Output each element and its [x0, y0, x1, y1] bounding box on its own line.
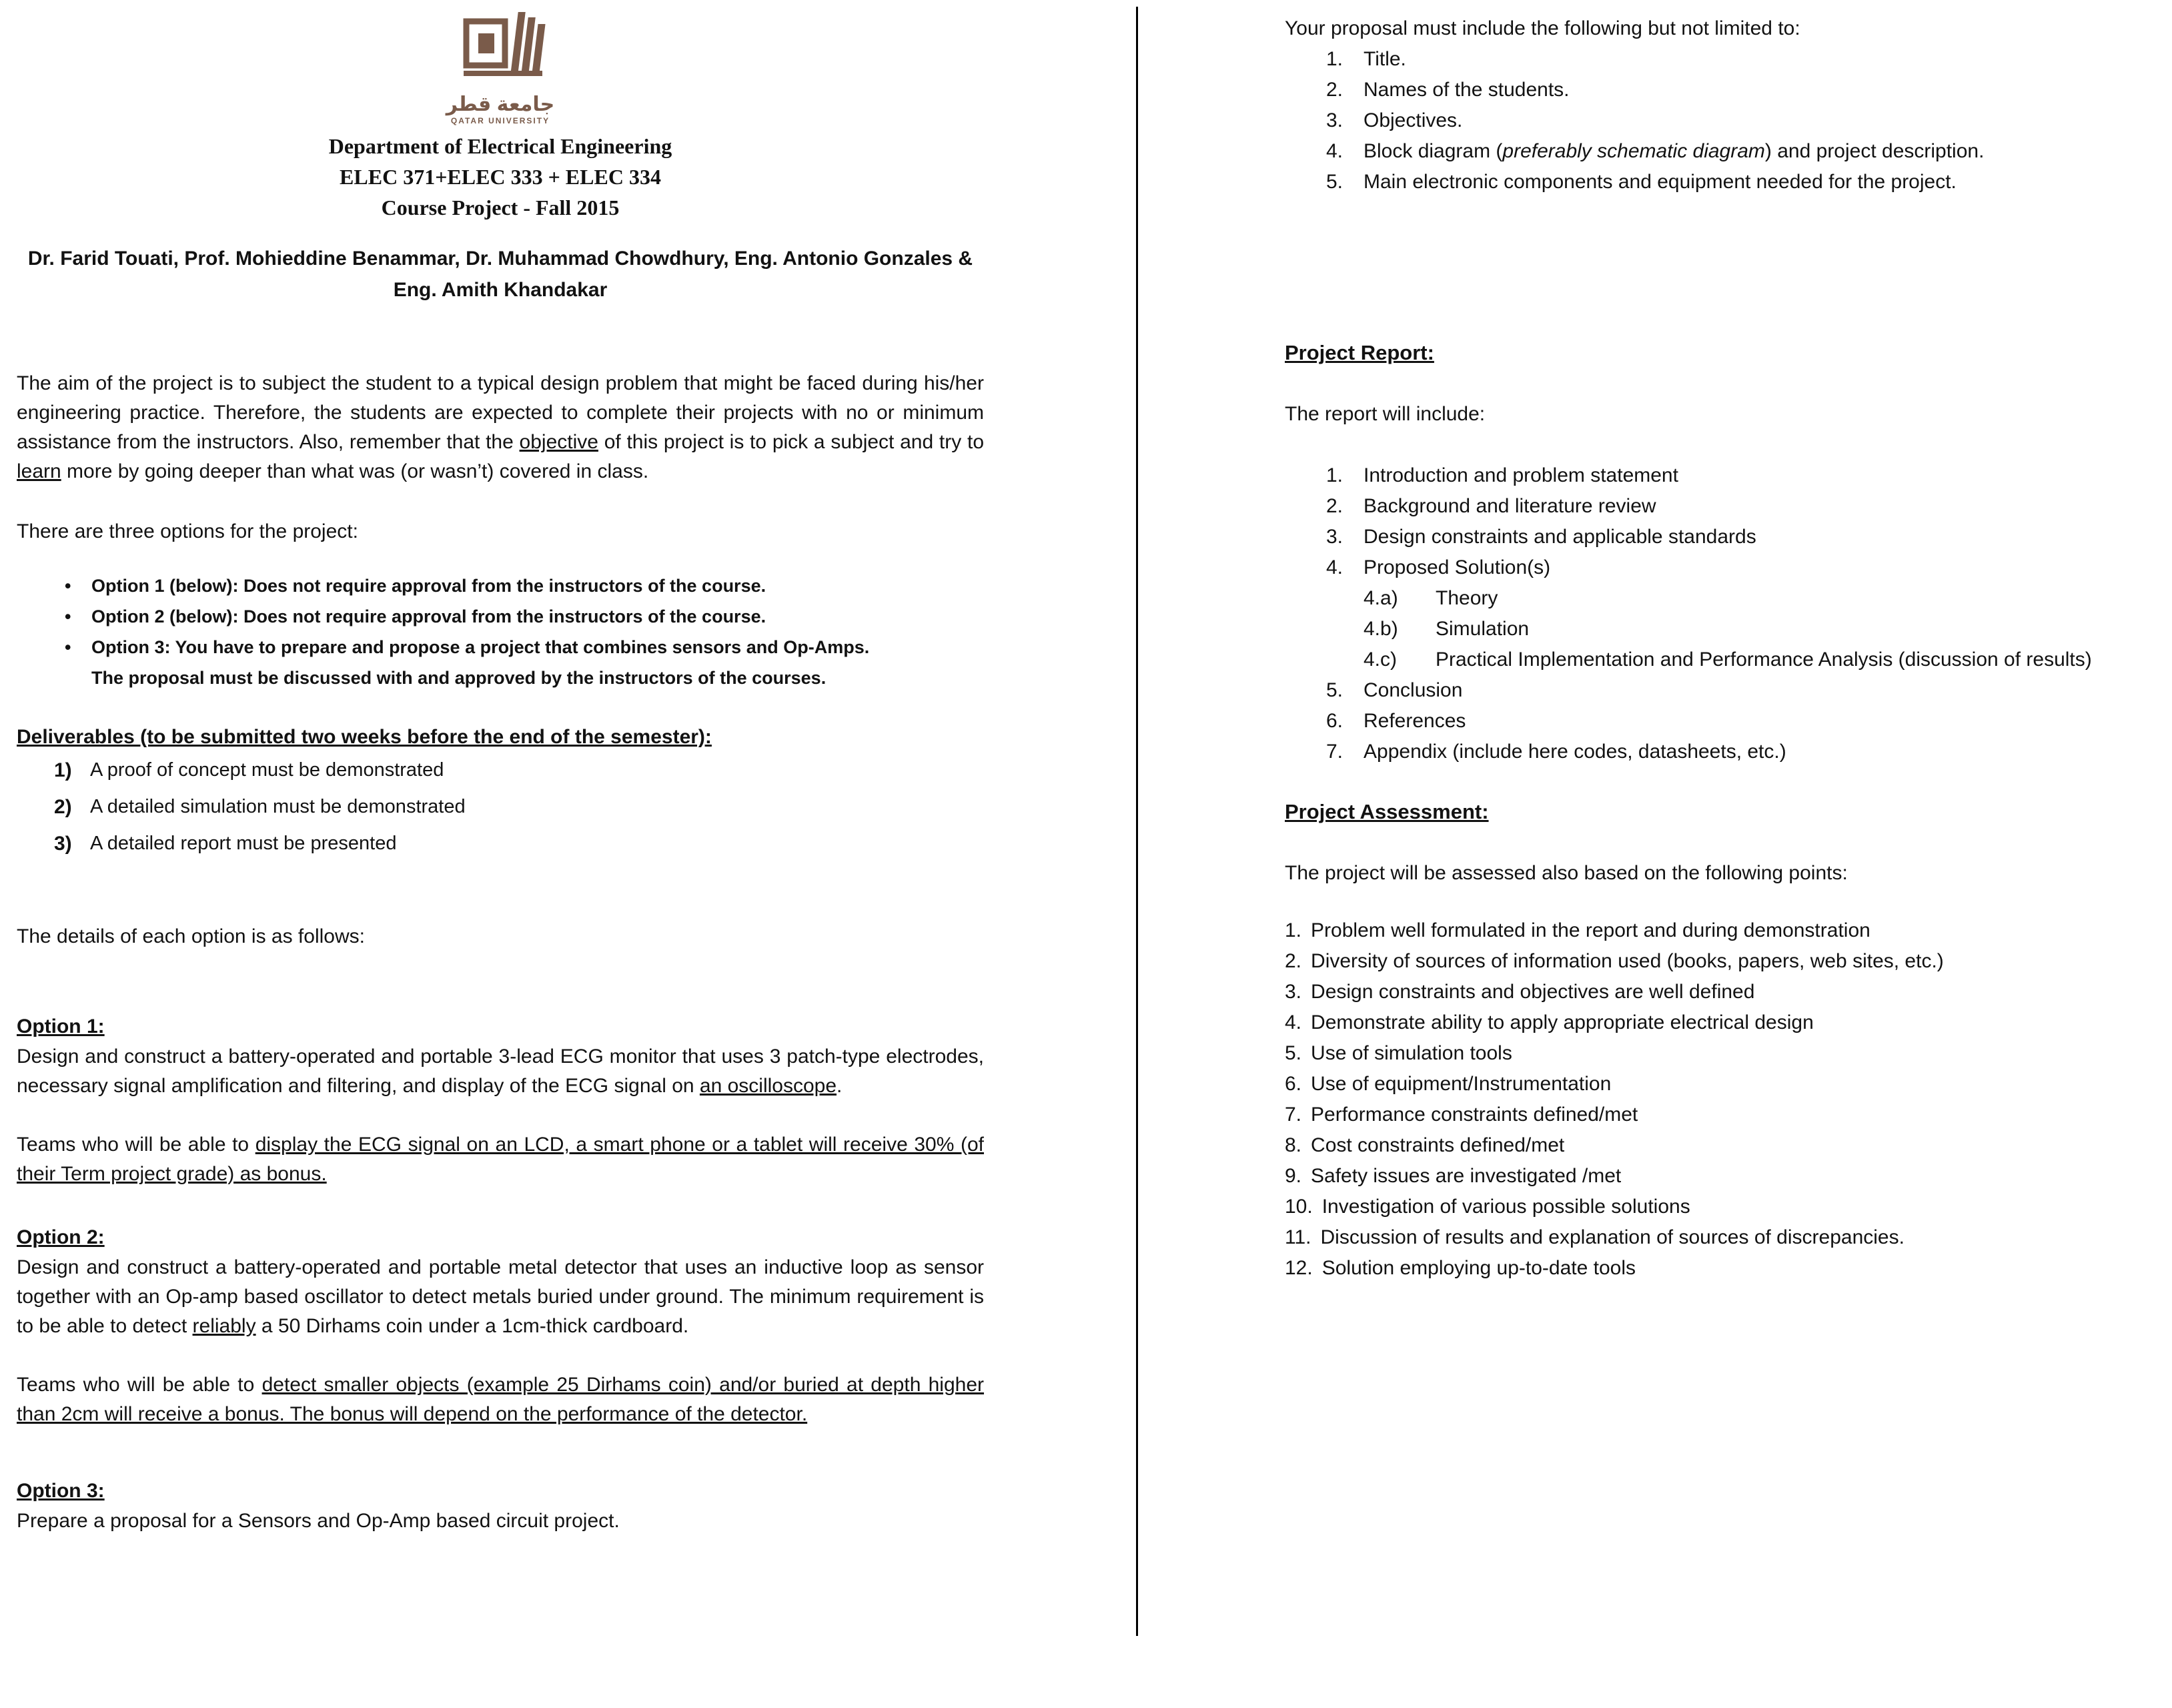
report-subitem [1285, 614, 2113, 645]
item-number: 4. [1326, 140, 1343, 162]
item-number: 1. [1326, 48, 1343, 70]
item-text: Use of simulation tools [1311, 1042, 1512, 1064]
report-item [1285, 737, 2113, 767]
item-text: Names of the students. [1364, 79, 1570, 101]
item-text: Proposed Solution(s) [1364, 556, 1551, 578]
course-codes: ELEC 371+ELEC 333 + ELEC 334 [340, 165, 661, 189]
deliverable-item [17, 825, 984, 862]
item-number: 2. [1326, 79, 1343, 101]
report-item [1285, 675, 2113, 706]
assessment-item [1285, 1007, 2113, 1038]
item-text: Discussion of results and explanation of sources of discrepancies. [1320, 1226, 1905, 1248]
subitem-text: Practical Implementation and Performance Analysis (discussion of results) [1436, 649, 2092, 671]
item-number: 2. [1326, 495, 1343, 517]
item-text: Demonstrate ability to apply appropriate electrical design [1311, 1011, 1814, 1033]
item-number: 11. [1285, 1226, 1311, 1248]
proposal-item [1285, 105, 2113, 136]
proposal-list [1285, 44, 2113, 197]
assessment-item [1285, 1161, 2113, 1192]
item-number: 3. [1326, 526, 1343, 548]
item-number: 3. [1326, 109, 1343, 131]
item-text: Solution employing up-to-date tools [1321, 1257, 1636, 1279]
report-subitem [1285, 583, 2113, 614]
item-text: Introduction and problem statement [1364, 464, 1678, 486]
qatar-university-logo [394, 11, 607, 125]
option-bullet-1-text: Option 1 (below): Does not require approval from the instructors of the course. [91, 576, 766, 596]
item-text: Safety issues are investigated /met [1311, 1165, 1622, 1187]
report-item [1285, 706, 2113, 737]
option-bullet-list [17, 570, 984, 693]
assessment-heading: Project Assessment: [1285, 800, 1489, 823]
option2-heading: Option 2: [17, 1226, 105, 1248]
proposal-item [1285, 44, 2113, 75]
option1-heading: Option 1: [17, 1015, 105, 1037]
logo-english-text: QATAR UNIVERSITY [450, 116, 550, 125]
deliverables-heading: Deliverables (to be submitted two weeks before the end of the semester): [17, 726, 712, 748]
assessment-list [1285, 915, 2113, 1284]
assessment-item [1285, 1069, 2113, 1100]
options-line: There are three options for the project: [17, 520, 358, 542]
assessment-item [1285, 977, 2113, 1007]
subitem-text: Simulation [1436, 618, 1530, 640]
proposal-item [1285, 75, 2113, 105]
deliverable-item [17, 752, 984, 789]
assessment-item [1285, 1130, 2113, 1161]
department-title: Department of Electrical Engineering [328, 134, 672, 158]
item-text: Design constraints and applicable standards [1364, 526, 1756, 548]
report-list [1285, 460, 2113, 767]
assessment-item [1285, 915, 2113, 946]
option3-description: Prepare a proposal for a Sensors and Op-Amp based circuit project. [17, 1510, 620, 1532]
option-bullet-2-text: Option 2 (below): Does not require approval from the instructors of the course. [91, 606, 766, 626]
assessment-item [1285, 1192, 2113, 1222]
item-text: Main electronic components and equipment needed for the project. [1364, 171, 1957, 193]
proposal-item [1285, 167, 2113, 197]
option-bullet-2 [17, 601, 984, 632]
university-emblem-icon [444, 11, 557, 89]
deliverable-text: A detailed simulation must be demonstrated [90, 796, 466, 817]
assessment-intro: The project will be assessed also based on the following points: [1285, 862, 1848, 884]
subitem-text: Theory [1436, 587, 1498, 609]
item-text: Diversity of sources of information used (books, papers, web sites, etc.) [1311, 950, 1944, 972]
deliverable-text: A proof of concept must be demonstrated [90, 759, 444, 781]
item-text: Performance constraints defined/met [1311, 1104, 1638, 1126]
item-number: 12. [1285, 1257, 1313, 1279]
assessment-item [1285, 1253, 2113, 1284]
assessment-item [1285, 946, 2113, 977]
report-item [1285, 460, 2113, 491]
item-text: Appendix (include here codes, datasheets, etc.) [1364, 741, 1786, 763]
item-text: Investigation of various possible solutions [1321, 1196, 1690, 1218]
option3-heading: Option 3: [17, 1480, 105, 1502]
report-item [1285, 552, 2113, 583]
item-number: 5. [1285, 1042, 1302, 1064]
item-number: 2. [1285, 950, 1302, 972]
deliverable-number: 1) [54, 759, 72, 781]
assessment-item [1285, 1100, 2113, 1130]
item-number: 6. [1285, 1073, 1302, 1095]
deliverable-text: A detailed report must be presented [90, 833, 397, 854]
assessment-item [1285, 1222, 2113, 1253]
item-text: Conclusion [1364, 679, 1463, 701]
item-text: Problem well formulated in the report and during demonstration [1311, 919, 1870, 941]
deliverable-number: 3) [54, 833, 72, 855]
deliverables-list [17, 752, 984, 862]
proposal-intro: Your proposal must include the following but not limited to: [1285, 17, 1800, 39]
item-number: 1. [1285, 919, 1302, 941]
item-number: 8. [1285, 1134, 1302, 1156]
item-text: Objectives. [1364, 109, 1463, 131]
report-item [1285, 522, 2113, 552]
option-bullet-3-text: Option 3: You have to prepare and propose a project that combines sensors and Op-Amps. The proposal must be discussed with and approved by the instructors of the courses. [91, 637, 870, 688]
page-2 [1138, 0, 2172, 1708]
item-number: 7. [1326, 741, 1343, 763]
option-bullet-3 [17, 632, 984, 693]
item-number: 10. [1285, 1196, 1313, 1218]
subitem-number: 4.a) [1364, 587, 1398, 609]
subitem-number: 4.b) [1364, 618, 1398, 640]
item-number: 5. [1326, 171, 1343, 193]
item-text: Title. [1364, 48, 1406, 70]
item-text: Block diagram (preferably schematic diagram) and project description. [1364, 140, 1985, 162]
intro-paragraph: The aim of the project is to subject the student to a typical design problem that might be faced during his/her engineering practice. Therefore, the students are expected to complete their projects with no or minimum assistance from the instructors. Also, remember that the objective of this project is to pick a subject and try to learn more by going deeper than what was (or wasn’t) covered in class. [17, 372, 984, 482]
report-item [1285, 491, 2113, 522]
deliverable-item [17, 789, 984, 825]
item-number: 4. [1326, 556, 1343, 578]
item-number: 6. [1326, 710, 1343, 732]
option1-description: Design and construct a battery-operated and portable 3-lead ECG monitor that uses 3 patch-type electrodes, necessary signal amplification and filtering, and display of the ECG signal on an oscilloscope. [17, 1045, 984, 1097]
instructors-line: Dr. Farid Touati, Prof. Mohieddine Benammar, Dr. Muhammad Chowdhury, Eng. Antonio Gonzales & Eng. Amith Khandakar [27, 248, 973, 301]
item-number: 7. [1285, 1104, 1302, 1126]
bullet-icon: • [65, 606, 71, 626]
project-term: Course Project - Fall 2015 [381, 195, 620, 220]
option-bullet-1 [17, 570, 984, 601]
item-number: 5. [1326, 679, 1343, 701]
logo-arabic-text: جامعة قطر [446, 93, 555, 115]
item-number: 1. [1326, 464, 1343, 486]
subitem-number: 4.c) [1364, 649, 1398, 671]
deliverable-number: 2) [54, 796, 72, 818]
item-number: 4. [1285, 1011, 1302, 1033]
option1-bonus: Teams who will be able to display the ECG signal on an LCD, a smart phone or a tablet will receive 30% (of their Term project grade) as bonus. [17, 1134, 984, 1185]
item-number: 9. [1285, 1165, 1302, 1187]
option2-description: Design and construct a battery-operated and portable metal detector that uses an inductive loop as sensor together with an Op-amp based oscillator to detect metals buried under ground. The minimum requirement is to be able to detect reliably a 50 Dirhams coin under a 1cm-thick cardboard. [17, 1256, 984, 1337]
report-intro: The report will include: [1285, 403, 1486, 425]
details-line: The details of each option is as follows: [17, 925, 365, 947]
item-text: References [1364, 710, 1466, 732]
bullet-icon: • [65, 637, 71, 657]
option2-bonus: Teams who will be able to detect smaller objects (example 25 Dirhams coin) and/or buried at depth higher than 2cm will receive a bonus. The bonus will depend on the performance of the detector. [17, 1374, 985, 1425]
assessment-item [1285, 1038, 2113, 1069]
bullet-icon: • [65, 576, 71, 596]
report-heading: Project Report: [1285, 341, 1434, 364]
item-text: Use of equipment/Instrumentation [1311, 1073, 1612, 1095]
item-text: Cost constraints defined/met [1311, 1134, 1565, 1156]
item-text: Background and literature review [1364, 495, 1656, 517]
item-text: Design constraints and objectives are well defined [1311, 981, 1755, 1003]
report-subitem [1285, 645, 2113, 675]
item-number: 3. [1285, 981, 1302, 1003]
proposal-item [1285, 136, 2113, 167]
